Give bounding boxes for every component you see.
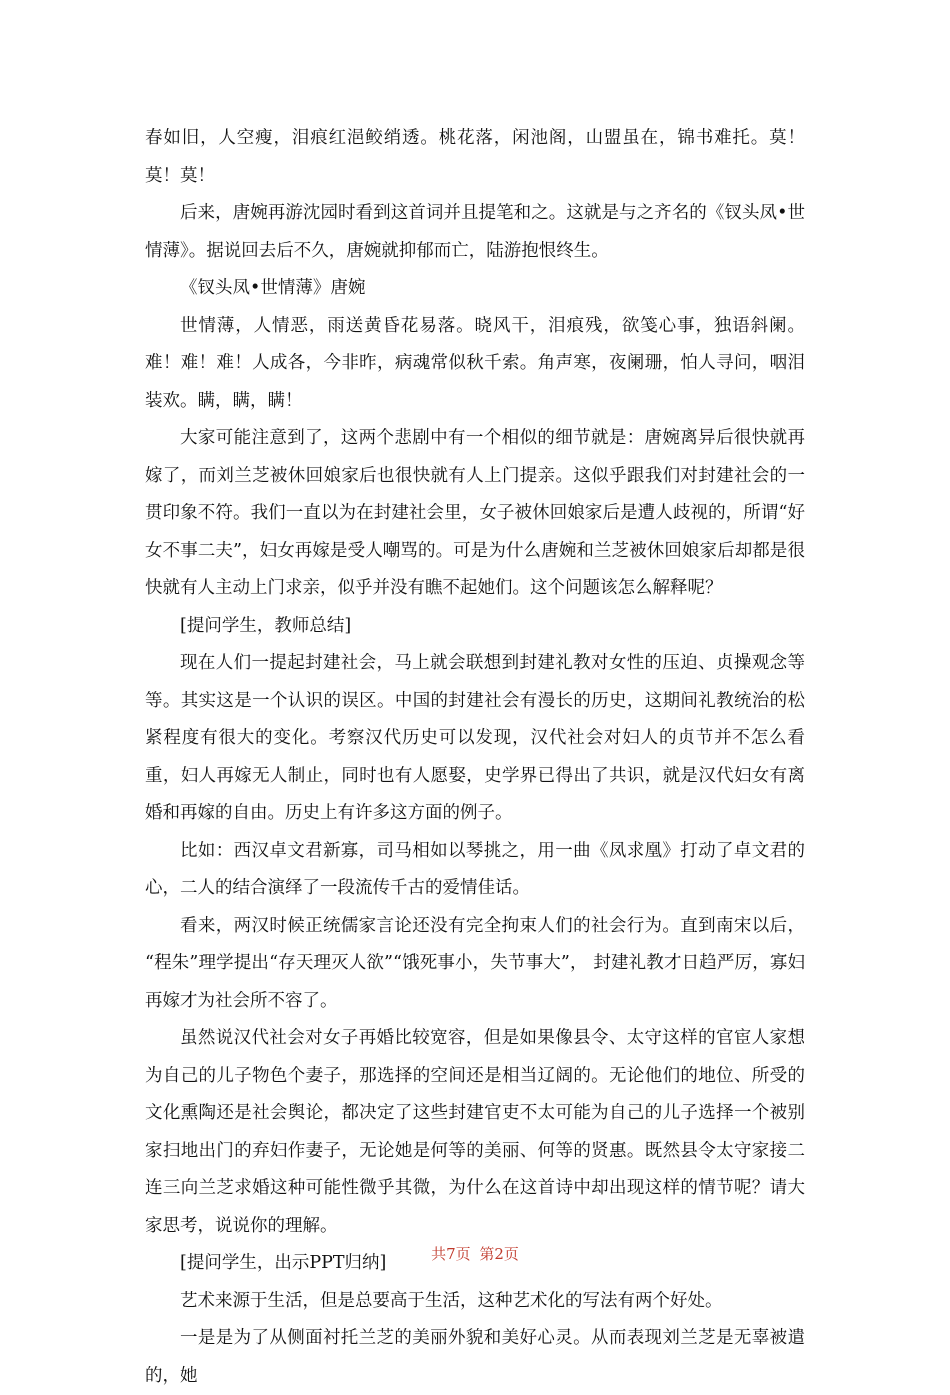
teacher-note: [提问学生，出示PPT归纳] — [180, 1253, 387, 1273]
paragraph: 后来，唐婉再游沈园时看到这首词并且提笔和之。这就是与之齐名的《钗头凤•世情薄》。据说回去后不久，唐婉就抑郁而亡，陆游抱恨终生。 — [145, 203, 805, 261]
paragraph: 艺术来源于生活，但是总要高于生活，这种艺术化的写法有两个好处。 — [180, 1290, 723, 1311]
paragraph: 看来，两汉时候正统儒家言论还没有完全拘束人们的社会行为。直到南宋以后， “程朱”理学提出“存天理灭人欲”“饿死事小，失节事大”， 封建礼教才日趋严厉，寡妇再嫁才为社会所不容了。 — [145, 915, 805, 1011]
poem-line: 春如旧，人空瘦，泪痕红浥鲛绡透。桃花落，闲池阁，山盟虽在，锦书难托。莫！莫！莫！ — [145, 128, 805, 186]
teacher-note: [提问学生，教师总结] — [180, 615, 352, 636]
page-total: 共7页 — [431, 1245, 471, 1263]
paragraph: 大家可能注意到了，这两个悲剧中有一个相似的细节就是：唐婉离异后很快就再嫁了，而刘兰芝被休回娘家后也很快就有人上门提亲。这似乎跟我们对封建社会的一贯印象不符。我们一直以为在封建社会里，女子被休回娘家后是遭人歧视的，所谓“好女不事二夫”，妇女再嫁是受人嘲骂的。可是为什么唐婉和兰芝被休回娘家后却都是很快就有人主动上门求亲，似乎并没有瞧不起她们。这个问题该怎么解释呢？ — [145, 428, 805, 598]
page-footer — [0, 1243, 950, 1264]
document-body — [145, 120, 805, 1395]
poem-title: 《钗头凤•世情薄》唐婉 — [180, 278, 366, 298]
paragraph: 比如：西汉卓文君新寡，司马相如以琴挑之，用一曲《凤求凰》打动了卓文君的心，二人的结合演绎了一段流传千古的爱情佳话。 — [145, 840, 805, 898]
page-current: 第2页 — [479, 1245, 519, 1263]
poem-text: 世情薄，人情恶，雨送黄昏花易落。晓风干，泪痕残，欲笺心事，独语斜阑。难！难！难！人成各，今非昨，病魂常似秋千索。角声寒，夜阑珊，怕人寻问，咽泪装欢。瞒，瞒，瞒！ — [145, 315, 805, 411]
paragraph: 虽然说汉代社会对女子再婚比较宽容，但是如果像县令、太守这样的官宦人家想为自己的儿子物色个妻子，那选择的空间还是相当辽阔的。无论他们的地位、所受的文化熏陶还是社会舆论，都决定了这些封建官吏不太可能为自己的儿子选择一个被别家扫地出门的弃妇作妻子，无论她是何等的美丽、何等的贤惠。既然县令太守家接二连三向兰芝求婚这种可能性微乎其微，为什么在这首诗中却出现这样的情节呢？请大家思考，说说你的理解。 — [145, 1028, 805, 1236]
paragraph: 一是是为了从侧面衬托兰芝的美丽外貌和美好心灵。从而表现刘兰芝是无辜被遣的，她 — [145, 1328, 805, 1386]
paragraph: 现在人们一提起封建社会，马上就会联想到封建礼教对女性的压迫、贞操观念等等。其实这是一个认识的误区。中国的封建社会有漫长的历史，这期间礼教统治的松紧程度有很大的变化。考察汉代历史可以发现，汉代社会对妇人的贞节并不怎么看重，妇人再嫁无人制止，同时也有人愿娶，史学界已得出了共识，就是汉代妇女有离婚和再嫁的自由。历史上有许多这方面的例子。 — [145, 653, 805, 823]
